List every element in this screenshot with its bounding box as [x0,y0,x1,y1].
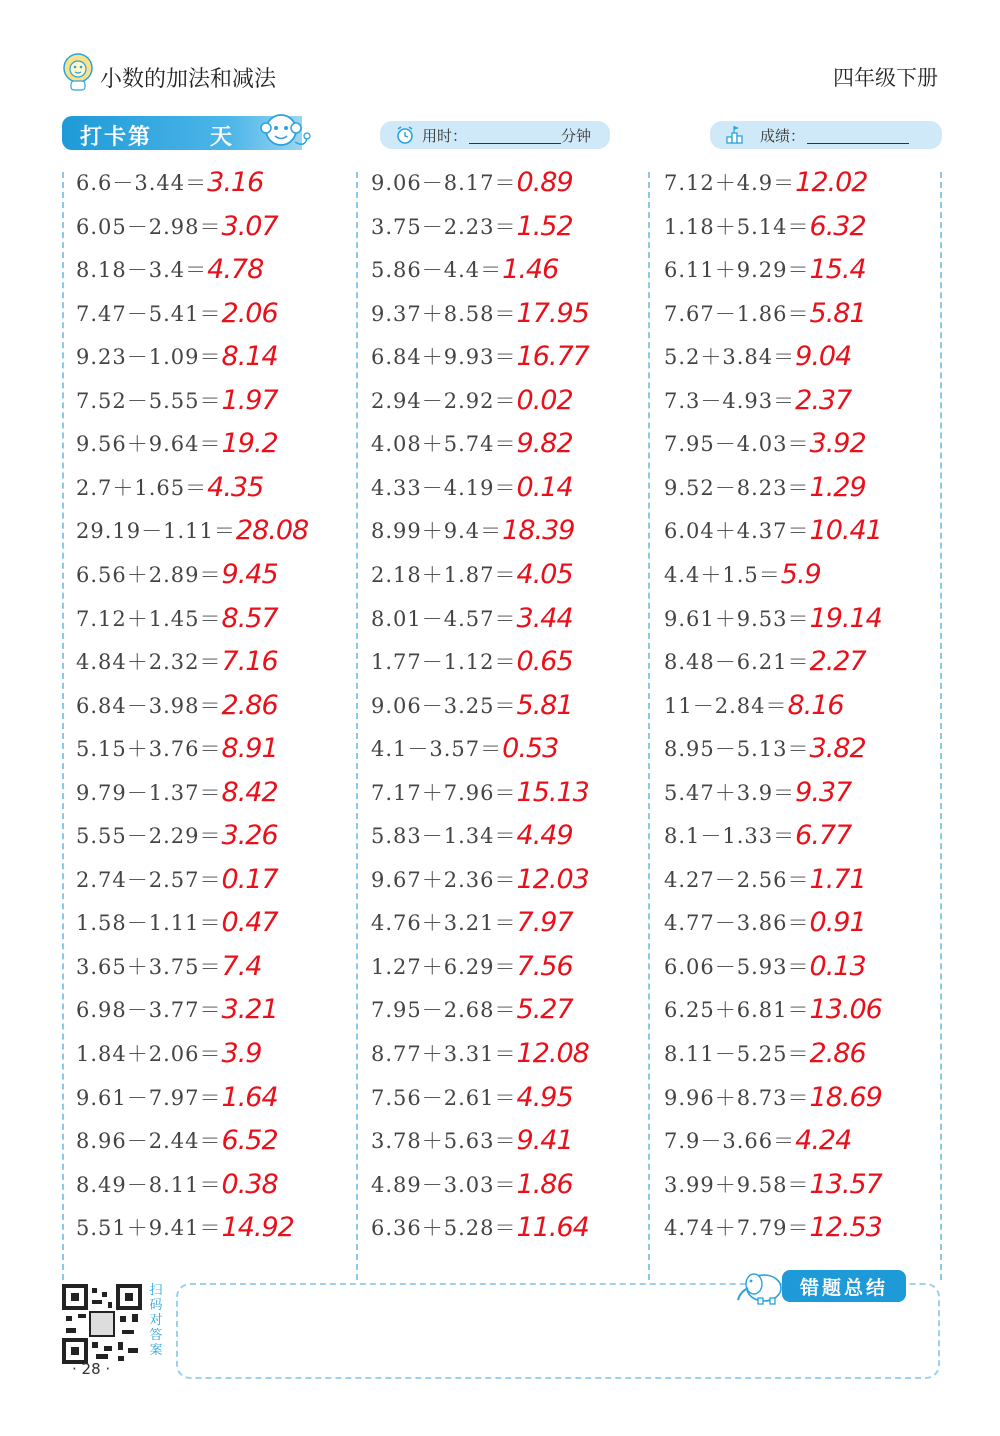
problem-equation: 2.18＋1.87＝ [371,562,517,587]
handwritten-answer: 2.86 [221,689,278,721]
problem-equation: 9.61＋9.53＝ [664,606,810,631]
problem-row [664,427,866,471]
handwritten-answer: 4.35 [207,471,264,503]
handwritten-answer: 3.21 [221,994,278,1026]
handwritten-answer: 6.52 [221,1125,278,1157]
problem-equation: 6.98－3.77＝ [76,998,222,1023]
handwritten-answer: 18.69 [809,1081,882,1113]
column-divider-1 [356,172,358,1280]
handwritten-answer: 13.57 [809,1168,882,1200]
problem-equation: 4.33－4.19＝ [371,475,517,500]
handwritten-answer: 1.64 [221,1081,278,1113]
handwritten-answer: 3.26 [221,820,278,852]
problem-equation: 4.76＋3.21＝ [371,911,517,936]
problem-row [76,558,278,602]
problem-row [76,471,263,515]
problem-equation: 7.17＋7.96＝ [371,780,517,805]
problem-row [664,993,882,1037]
handwritten-answer: 2.06 [221,297,278,329]
handwritten-answer: 8.91 [221,733,278,765]
problem-row [664,297,866,341]
handwritten-answer: 19.14 [809,602,882,634]
problem-equation: 9.52－8.23＝ [664,475,810,500]
handwritten-answer: 0.02 [516,384,573,416]
problem-row [371,906,573,950]
problem-equation: 4.4＋1.5＝ [664,562,781,587]
problem-equation: 9.96＋8.73＝ [664,1085,810,1110]
handwritten-answer: 1.52 [516,210,573,242]
problem-equation: 4.74＋7.79＝ [664,1216,810,1241]
time-input-line[interactable] [469,127,561,144]
handwritten-answer: 8.16 [787,689,844,721]
problem-equation: 7.12＋4.9＝ [664,171,796,195]
column-divider-2 [648,172,650,1280]
handwritten-answer: 16.77 [516,341,589,373]
handwritten-answer: 3.92 [809,428,866,460]
problem-equation: 5.83－1.34＝ [371,824,517,849]
handwritten-answer: 5.81 [809,297,866,329]
problem-equation: 7.95－4.03＝ [664,432,810,457]
handwritten-answer: 17.95 [516,297,589,329]
problem-row [664,1211,882,1255]
problem-row [371,1168,573,1212]
problem-equation: 9.61－7.97＝ [76,1085,222,1110]
problem-row [76,776,278,820]
handwritten-answer: 3.9 [221,1038,262,1069]
problem-row [371,1037,589,1081]
handwritten-answer: 9.45 [221,558,278,590]
problem-equation: 1.58－1.11＝ [76,911,222,936]
problem-equation: 1.27＋6.29＝ [371,954,517,979]
problem-row [76,1211,294,1255]
problem-row [76,906,278,950]
problem-equation: 5.51＋9.41＝ [76,1216,222,1241]
problem-equation: 9.67＋2.36＝ [371,867,517,892]
problem-equation: 9.79－1.37＝ [76,780,222,805]
problem-equation: 2.7＋1.65＝ [76,475,208,500]
handwritten-answer: 11.64 [516,1212,589,1244]
handwritten-answer: 0.53 [502,733,559,765]
handwritten-answer: 2.86 [809,1038,866,1069]
handwritten-answer: 5.81 [516,689,573,721]
trophy-podium-icon [724,124,746,146]
handwritten-answer: 0.91 [809,907,866,939]
handwritten-answer: 15.13 [516,776,589,808]
handwritten-answer: 9.82 [516,428,573,460]
problem-equation: 2.74－2.57＝ [76,867,222,892]
problem-equation: 8.48－6.21＝ [664,650,810,675]
problem-row [371,253,558,297]
problem-row [76,1168,278,1212]
problem-equation: 7.12＋1.45＝ [76,606,222,631]
scan-answers-label: 扫码对答案 [149,1283,163,1358]
problem-equation: 29.19－1.11＝ [76,519,236,544]
problem-equation: 7.95－2.68＝ [371,998,517,1023]
problem-row [664,166,867,210]
alarm-clock-icon [394,124,416,146]
problem-row [371,384,573,428]
handwritten-answer: 9.41 [516,1125,573,1157]
handwritten-answer: 4.24 [795,1125,852,1157]
problem-row [76,1037,261,1081]
problem-row [371,166,573,210]
problem-row [371,732,558,776]
handwritten-answer: 1.86 [516,1168,573,1200]
problem-row [76,210,278,254]
handwritten-answer: 19.2 [221,428,278,460]
elephant-mascot-icon [734,1266,784,1306]
column-border-right [940,172,942,1280]
problem-equation: 4.27－2.56＝ [664,867,810,892]
problem-equation: 7.52－5.55＝ [76,388,222,413]
handwritten-answer: 4.78 [207,254,264,286]
handwritten-answer: 12.53 [809,1212,882,1244]
problem-equation: 6.04＋4.37＝ [664,519,810,544]
handwritten-answer: 0.89 [516,167,573,198]
problem-row [664,950,866,994]
problem-equation: 5.55－2.29＝ [76,824,222,849]
handwritten-answer: 4.49 [516,820,573,852]
problem-equation: 7.3－4.93＝ [664,388,796,413]
problem-row [664,732,866,776]
problem-row [76,993,278,1037]
problem-row [76,863,278,907]
problem-equation: 8.11－5.25＝ [664,1042,810,1066]
problem-equation: 6.11＋9.29＝ [664,258,810,283]
handwritten-answer: 2.27 [809,646,866,678]
handwritten-answer: 18.39 [502,515,575,547]
score-input-line[interactable] [807,127,909,144]
problem-row [76,950,261,994]
problem-equation: 4.89－3.03＝ [371,1172,517,1197]
handwritten-answer: 0.13 [809,950,866,982]
problem-equation: 8.96－2.44＝ [76,1129,222,1154]
handwritten-answer: 6.32 [809,210,866,242]
problem-row [371,602,573,646]
problem-row [371,210,573,254]
handwritten-answer: 9.04 [795,341,852,373]
problem-row [371,689,573,733]
problem-equation: 7.47－5.41＝ [76,301,222,326]
problem-equation: 3.65＋3.75＝ [76,954,222,979]
problem-row [76,732,278,776]
problem-equation: 6.05－2.98＝ [76,214,222,239]
problem-row [76,166,263,210]
handwritten-answer: 12.03 [516,863,589,895]
problem-row [76,340,278,384]
monkey-mascot-icon [255,108,311,156]
time-label: 用时： [422,126,468,145]
handwritten-answer: 0.17 [221,863,278,895]
problem-equation: 5.86－4.4＝ [371,258,503,283]
problem-row [76,1081,278,1125]
handwritten-answer: 0.14 [516,471,573,503]
problem-equation: 6.56＋2.89＝ [76,562,222,587]
problem-row [664,1168,882,1212]
problem-equation: 2.94－2.92＝ [371,388,517,413]
handwritten-answer: 0.65 [516,646,573,678]
problem-row [664,210,866,254]
problem-equation: 8.18－3.4＝ [76,258,208,283]
handwritten-answer: 12.02 [795,167,868,198]
problem-row [371,1124,573,1168]
handwritten-answer: 4.05 [516,558,573,590]
time-field[interactable] [380,121,610,149]
problem-row [76,645,278,689]
problem-row [664,340,851,384]
qr-code-icon[interactable] [62,1284,142,1364]
problem-equation: 5.47＋3.9＝ [664,780,796,805]
problem-row [371,1211,589,1255]
problem-row [664,514,882,558]
problem-equation: 4.77－3.86＝ [664,911,810,936]
handwritten-answer: 5.9 [780,558,821,590]
page-number: · 28 · [72,1360,111,1378]
problem-equation: 3.78＋5.63＝ [371,1129,517,1154]
problem-equation: 4.84＋2.32＝ [76,650,222,675]
problem-equation: 8.1－1.33＝ [664,824,796,849]
handwritten-answer: 12.08 [516,1038,589,1069]
handwritten-answer: 7.97 [516,907,573,939]
problem-equation: 8.01－4.57＝ [371,606,517,631]
handwritten-answer: 3.07 [221,210,278,242]
handwritten-answer: 1.71 [809,863,866,895]
handwritten-answer: 8.57 [221,602,278,634]
time-unit: 分钟 [561,126,592,145]
column-border-left [62,172,64,1280]
problem-equation: 4.08＋5.74＝ [371,432,517,457]
handwritten-answer: 9.37 [795,776,852,808]
problem-row [664,253,866,297]
lion-mascot-icon [60,52,96,92]
problem-row [664,602,882,646]
problem-row [76,427,278,471]
handwritten-answer: 1.29 [809,471,866,503]
problem-equation: 8.99＋9.4＝ [371,519,503,544]
problem-row [76,602,278,646]
problem-row [664,1037,866,1081]
problem-row [76,514,308,558]
problem-row [664,689,844,733]
handwritten-answer: 0.38 [221,1168,278,1200]
problem-equation: 6.84－3.98＝ [76,693,222,718]
handwritten-answer: 8.42 [221,776,278,808]
problem-equation: 9.56＋9.64＝ [76,432,222,457]
problem-row [371,993,573,1037]
handwritten-answer: 1.46 [502,254,559,286]
problem-row [371,863,589,907]
page-title: 小数的加法和减法 [100,67,277,92]
problem-row [371,297,589,341]
problem-equation: 6.25＋6.81＝ [664,998,810,1023]
problem-row [664,863,866,907]
problem-row [371,1081,573,1125]
problem-row [371,471,573,515]
handwritten-answer: 7.56 [516,950,573,982]
problem-row [664,471,866,515]
problem-row [664,906,866,950]
handwritten-answer: 6.77 [795,820,852,852]
problem-equation: 1.18＋5.14＝ [664,214,810,239]
problem-equation: 9.06－3.25＝ [371,693,517,718]
problem-row [664,1081,882,1125]
problem-equation: 7.67－1.86＝ [664,301,810,326]
handwritten-answer: 10.41 [809,515,882,547]
problem-row [371,819,573,863]
problem-row [371,558,573,602]
handwritten-answer: 13.06 [809,994,882,1026]
problem-row [664,1124,851,1168]
problem-equation: 6.84＋9.93＝ [371,345,517,370]
problem-row [664,645,866,689]
handwritten-answer: 15.4 [809,254,866,286]
score-field[interactable] [710,121,942,149]
problem-row [664,776,851,820]
problem-row [371,340,589,384]
problem-equation: 9.06－8.17＝ [371,171,517,195]
problem-row [371,645,573,689]
problem-equation: 6.6－3.44＝ [76,171,208,195]
problem-row [76,689,278,733]
problem-equation: 11－2.84＝ [664,693,788,718]
problem-row [664,819,851,863]
problem-row [664,384,851,428]
handwritten-answer: 7.16 [221,646,278,678]
problem-equation: 6.06－5.93＝ [664,954,810,979]
score-label: 成绩： [760,126,806,145]
problem-row [664,558,821,602]
problem-equation: 7.9－3.66＝ [664,1129,796,1154]
handwritten-answer: 8.14 [221,341,278,373]
checkin-label: 打卡第 [80,125,153,150]
handwritten-answer: 7.4 [221,950,262,982]
handwritten-answer: 0.47 [221,907,278,939]
grade-label: 四年级下册 [833,66,938,90]
handwritten-answer: 5.27 [516,994,573,1026]
problem-equation: 1.77－1.12＝ [371,650,517,675]
problem-row [371,776,589,820]
handwritten-answer: 1.97 [221,384,278,416]
problem-equation: 6.36＋5.28＝ [371,1216,517,1241]
problem-row [76,253,263,297]
handwritten-answer: 14.92 [221,1212,294,1244]
handwritten-answer: 28.08 [235,515,309,547]
problem-row [76,384,278,428]
handwritten-answer: 3.44 [516,602,573,634]
problem-equation: 9.23－1.09＝ [76,345,222,370]
problem-row [371,950,573,994]
problem-row [76,1124,278,1168]
problem-equation: 5.2＋3.84＝ [664,345,796,370]
problem-equation: 4.1－3.57＝ [371,737,503,762]
problem-row [371,427,573,471]
problem-row [76,297,278,341]
handwritten-answer: 3.82 [809,733,866,765]
handwritten-answer: 4.95 [516,1081,573,1113]
mistake-summary-label: 错题总结 [782,1270,906,1302]
handwritten-answer: 2.37 [795,384,852,416]
checkin-day-unit: 天 [210,125,233,150]
handwritten-answer: 3.16 [207,167,264,198]
problem-equation: 9.37＋8.58＝ [371,301,517,326]
problem-equation: 8.95－5.13＝ [664,737,810,762]
problem-row [76,819,278,863]
problem-equation: 5.15＋3.76＝ [76,737,222,762]
problem-equation: 1.84＋2.06＝ [76,1042,222,1066]
problem-equation: 7.56－2.61＝ [371,1085,517,1110]
problem-equation: 8.49－8.11＝ [76,1172,222,1197]
problem-row [371,514,574,558]
problem-equation: 8.77＋3.31＝ [371,1042,517,1066]
problem-equation: 3.99＋9.58＝ [664,1172,810,1197]
problem-equation: 3.75－2.23＝ [371,214,517,239]
